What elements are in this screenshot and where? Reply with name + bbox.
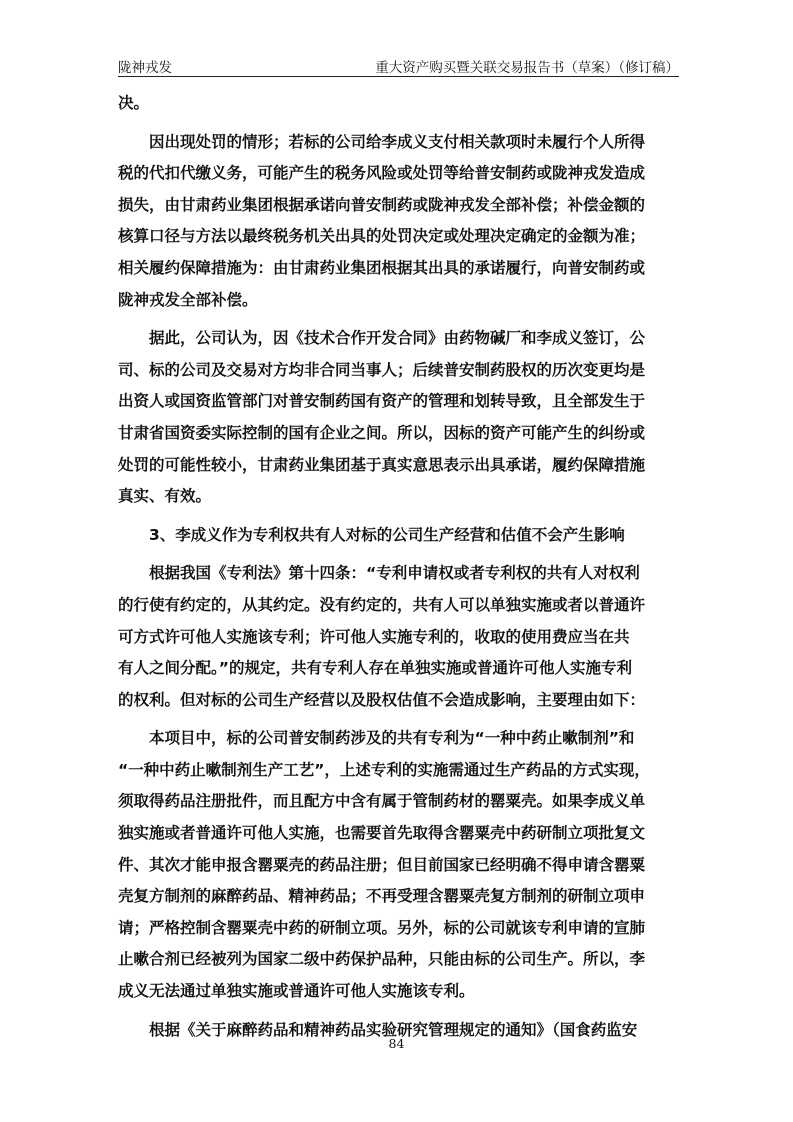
page-footer [0, 1036, 793, 1051]
text-line: 出资人或国资监管部门对普安制药国有资产的管理和划转导致，且全部发生于 [118, 392, 646, 411]
document-body [118, 88, 680, 1046]
text-line: 根据《关于麻醉药品和精神药品实验研究管理规定的通知》（国食药监安 [149, 1020, 638, 1039]
text-line: 处罚的可能性较小，甘肃药业集团基于真实意思表示出具承诺，履约保障措施 [118, 455, 646, 474]
text-line: 可方式许可他人实施该专利；许可他人实施专利的，收取的使用费应当在共 [118, 627, 630, 646]
heading-text: 3、李成义作为专利权共有人对标的公司生产经营和估值不会产生影响 [149, 525, 625, 544]
page-number: 84 [388, 1036, 405, 1051]
text-line: 甘肃省国资委实际控制的国有企业之间。所以，因标的资产可能产生的纠纷或 [118, 423, 646, 442]
paragraph-continuation [118, 88, 680, 120]
header-company-name: 陇神戎发 [118, 60, 172, 76]
text-line: 独实施或者普通许可他人实施，也需要首先取得含罂粟壳中药研制立项批复文 [118, 824, 646, 843]
text-line: “一种中药止嗽制剂生产工艺”，上述专利的实施需通过生产药品的方式实现， [118, 760, 650, 779]
text-line: 因出现处罚的情形；若标的公司给李成义支付相关款项时未履行个人所得 [149, 132, 646, 151]
text-line: 损失，由甘肃药业集团根据承诺向普安制药或陇神戎发全部补偿；补偿金额的 [118, 195, 646, 214]
text-line: 根据我国《专利法》第十四条：“专利申请权或者专利权的共有人对权利 [149, 564, 640, 583]
text-line: 核算口径与方法以最终税务机关出具的处罚决定或处理决定确定的金额为准； [118, 227, 646, 246]
text-line: 税的代扣代缴义务，可能产生的税务风险或处罚等给普安制药或陇神戎发造成 [118, 164, 646, 183]
text-line: 决。 [118, 94, 150, 112]
text-line: 成义无法通过单独实施或普通许可他人实施该专利。 [118, 982, 475, 1001]
paragraph-penalty-compensation [118, 127, 680, 317]
text-line: 本项目中，标的公司普安制药涉及的共有专利为“一种中药止嗽制剂”和 [149, 729, 635, 748]
text-line: 的行使有约定的，从其约定。没有约定的，共有人可以单独实施或者以普通许 [118, 595, 646, 614]
text-line: 相关履约保障措施为：由甘肃药业集团根据其出具的承诺履行，向普安制药或 [118, 258, 646, 277]
text-line: 壳复方制剂的麻醉药品、精神药品；不再受理含罂粟壳复方制剂的研制立项申 [118, 887, 646, 906]
paragraph-patent-law [118, 558, 680, 716]
text-line: 有人之间分配。”的规定，共有专利人存在单独实施或普通许可他人实施专利 [118, 659, 632, 678]
text-line: 据此，公司认为，因《技术合作开发合同》由药物碱厂和李成义签订，公 [149, 329, 646, 348]
text-line: 请；严格控制含罂粟壳中药的研制立项。另外，标的公司就该专利申请的宣肺 [118, 918, 646, 937]
text-line: 陇神戎发全部补偿。 [118, 290, 258, 309]
paragraph-company-opinion [118, 323, 680, 513]
text-line: 真实、有效。 [118, 487, 212, 506]
paragraph-project-patent [118, 723, 680, 1007]
text-line: 须取得药品注册批件，而且配方中含有属于管制药材的罂粟壳。如果李成义单 [118, 792, 646, 811]
page-header [118, 54, 679, 77]
header-document-title: 重大资产购买暨关联交易报告书（草案）（修订稿） [375, 60, 679, 76]
text-line: 件、其次才能申报含罂粟壳的药品注册；但目前国家已经明确不得申请含罂粟 [118, 855, 646, 874]
text-line: 止嗽合剂已经被列为国家二级中药保护品种，只能由标的公司生产。所以，李 [118, 950, 646, 969]
text-line: 的权利。但对标的公司生产经营以及股权估值不会造成影响，主要理由如下： [118, 690, 646, 709]
text-line: 司、标的公司及交易对方均非合同当事人；后续普安制药股权的历次变更均是 [118, 360, 646, 379]
section-heading [118, 520, 680, 552]
